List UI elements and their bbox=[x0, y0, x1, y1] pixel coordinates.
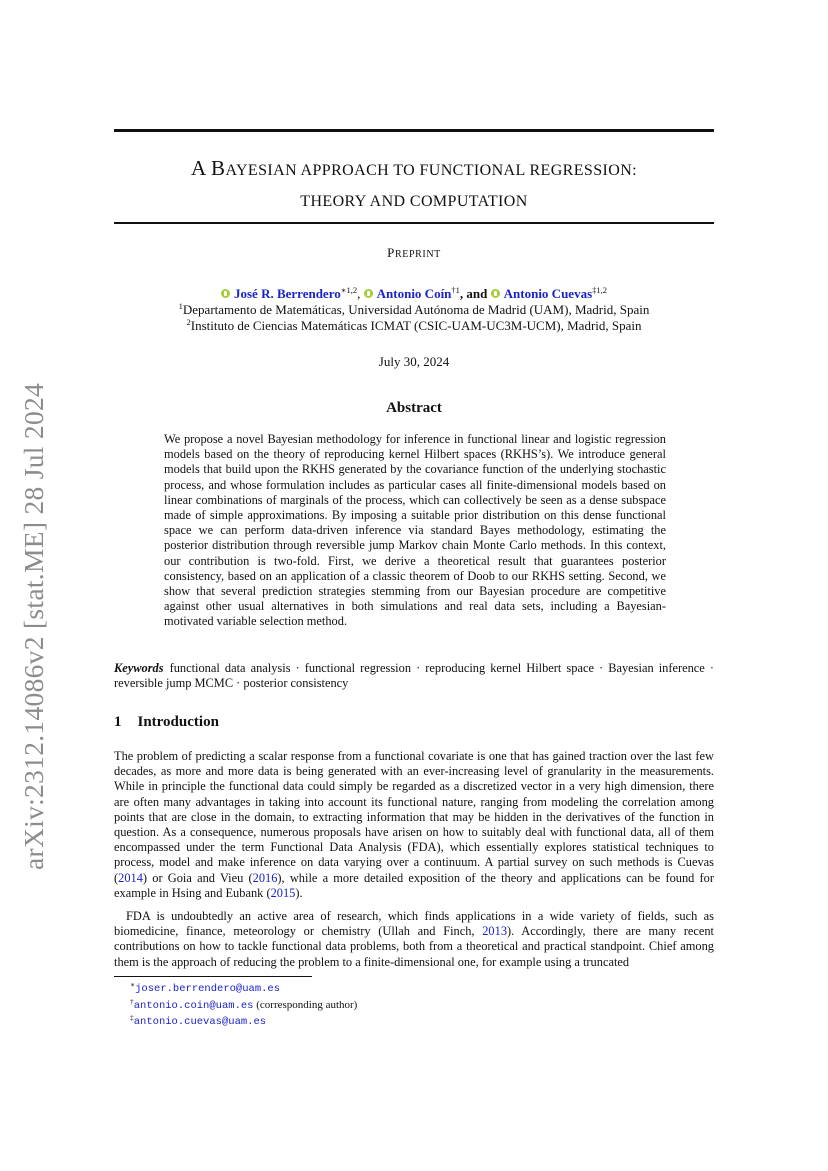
citation-link[interactable]: 2016 bbox=[252, 870, 278, 885]
orcid-icon[interactable] bbox=[491, 289, 500, 298]
keywords-label: Keywords bbox=[114, 661, 164, 675]
intro-paragraph-2: FDA is undoubtedly an active area of research, which finds applications in a wide variety of fields, such as biomedicine, finance, meteorology or chemistry (Ullah and Finch, 2013). Accordingly, there are many recent contributions on how to tackle functional data problems, both from a theoretical and practical standpoint. Chief among them is the approach of reducing the problem to a finite-dimensional one, for example using a truncated bbox=[114, 909, 714, 969]
intro-paragraph-1: The problem of predicting a scalar response from a functional covariate is one that has gained traction over the last few decades, as more and more data is being generated with an ever-increasing level of granularity in the measurements. While in principle the functional data could simply be regarded as a discretized vector in a very high dimension, there are often many advantages in taking into account its functional nature, ranging from modeling the correlation among points that are close in the domain, to extracting information that may be hidden in the derivatives of the function in question. As a consequence, numerous proposals have arisen on how to suitably deal with functional data, all of them encompassed under the term Functional Data Analysis (FDA), which essentially explores statistical techniques to process, model and make inference on data varying over a continuum. A partial survey on such methods is Cuevas (2014) or Goia and Vieu (2016), while a more detailed exposition of the theory and applications can be found for example in Hsing and Eubank (2015). bbox=[114, 749, 715, 900]
footnote-rule bbox=[114, 976, 312, 977]
citation-link[interactable]: 2015 bbox=[270, 885, 296, 900]
affiliation-2: $^2$Instituto de Ciencias Matemáticas ICMAT (CSIC-UAM-UC3M-UCM), Madrid, Spain bbox=[186, 317, 642, 333]
section-number: 1 bbox=[114, 714, 122, 730]
section-heading-introduction bbox=[114, 714, 219, 731]
email-link[interactable]: antonio.cuevas@uam.es bbox=[133, 1016, 267, 1028]
orcid-icon[interactable] bbox=[364, 289, 373, 298]
arxiv-identifier-stamp: arXiv:2312.14086v2 [stat.ME] 28 Jul 2024 bbox=[18, 382, 49, 870]
preprint-label: PREPRINT bbox=[387, 245, 441, 260]
footnote-3: ‡antonio.cuevas@uam.es bbox=[130, 1013, 267, 1028]
title-line1-rest: AYESIAN APPROACH TO FUNCTIONAL REGRESSION: bbox=[225, 162, 637, 179]
section-title: Introduction bbox=[137, 714, 219, 730]
title-bottom-rule bbox=[114, 222, 714, 224]
email-link[interactable]: antonio.coin@uam.es bbox=[133, 999, 254, 1012]
title-initial: A B bbox=[191, 156, 226, 180]
author-line: José R. Berrendero$^{∗1,2}$, Antonio Coín$^{\dagger 1}$, and Antonio Cuevas$^{\ddagger 1,2}$ bbox=[114, 286, 714, 302]
author-link-berrendero[interactable]: José R. Berrendero bbox=[233, 286, 341, 301]
author-link-coin[interactable]: Antonio Coín bbox=[376, 286, 452, 301]
affiliation-1: $^1$Departamento de Matemáticas, Universidad Autónoma de Madrid (UAM), Madrid, Spain bbox=[178, 301, 650, 317]
paper-title bbox=[114, 154, 714, 216]
title-line2: THEORY AND COMPUTATION bbox=[300, 193, 528, 210]
email-link[interactable]: joser.berrendero@uam.es bbox=[135, 983, 281, 995]
citation-link[interactable]: 2014 bbox=[118, 870, 143, 885]
footnote-2: †antonio.coin@uam.es (corresponding author) bbox=[130, 996, 358, 1012]
author-block bbox=[114, 286, 714, 334]
abstract-body: We propose a novel Bayesian methodology for inference in functional linear and logistic regression models based on the theory of reproducing kernel Hilbert spaces (RKHS’s). We introduce general models that build upon the RKHS generated by the covariance function of the underlying stochastic process, and whose formulation includes as particular cases all finite-dimensional models based on linear combinations of marginals of the process, which can collectively be seen as a dense subspace made of simple approximations. By imposing a suitable prior distribution on this dense functional space we can perform data-driven inference via standard Bayes methodology, estimating the posterior distribution through reversible jump Markov chain Monte Carlo methods. In this context, our contribution is two-fold. First, we derive a theoretical result that guarantees posterior consistency, based on an application of a classic theorem of Doob to our RKHS setting. Second, we show that several prediction strategies stemming from our Bayesian procedure are competitive against other usual alternatives in both simulations and real data sets, including a Bayesian-motivated variable selection method. bbox=[164, 432, 666, 629]
author-link-cuevas[interactable]: Antonio Cuevas bbox=[503, 286, 593, 301]
footnote-1: ∗joser.berrendero@uam.es bbox=[130, 980, 281, 995]
citation-link[interactable]: 2013 bbox=[482, 924, 508, 939]
abstract-heading: Abstract bbox=[386, 400, 442, 416]
keywords-list: functional data analysis · functional regression · reproducing kernel Hilbert space · Bayesian inference · reversible jump MCMC · posterior consistency bbox=[114, 661, 714, 691]
orcid-icon[interactable] bbox=[221, 289, 230, 298]
publication-date: July 30, 2024 bbox=[378, 354, 450, 369]
title-top-rule bbox=[114, 129, 714, 132]
keywords bbox=[114, 661, 714, 691]
footnotes bbox=[130, 981, 357, 1031]
